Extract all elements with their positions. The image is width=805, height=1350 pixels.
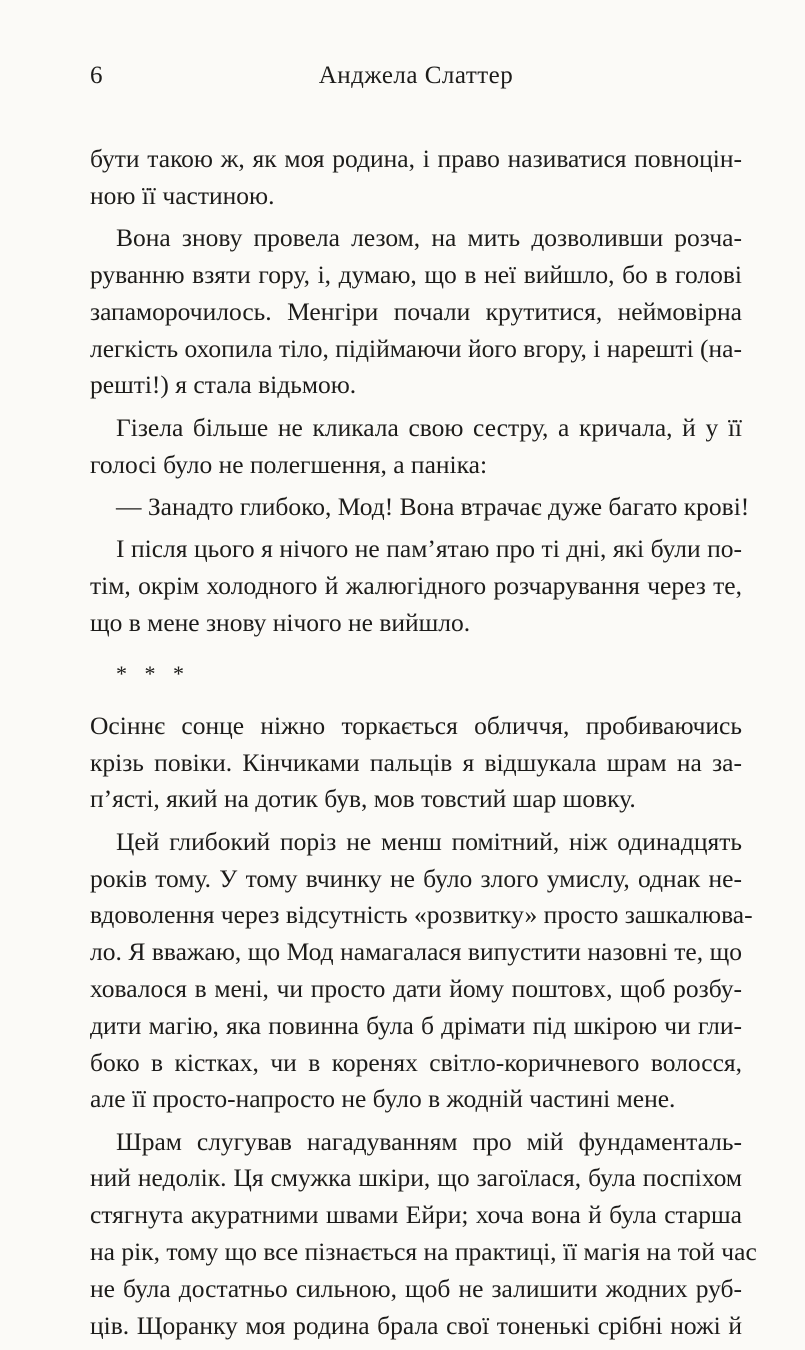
text-line: руванню взяти гору, і, думаю, що в неї вийшло, бо в голові bbox=[90, 259, 742, 289]
text-line: на рік, тому що все пізнається на практиці, її магія на той час bbox=[90, 1237, 757, 1267]
text-line: але її просто-напросто не було в жодній частині мене. bbox=[90, 1084, 676, 1114]
text-line: стягнута акуратними швами Ейри; хоча вона й була старша bbox=[90, 1200, 742, 1230]
text-line: легкість охопила тіло, підіймаючи його вгору, і нарешті (на- bbox=[90, 333, 742, 363]
page-number: 6 bbox=[90, 62, 103, 89]
text-line: Цей глибокий поріз не менш помітний, ніж одинадцять bbox=[116, 826, 742, 856]
text-section-1 bbox=[90, 141, 750, 642]
text-line: решті!) я стала відьмою. bbox=[90, 370, 357, 400]
text-line: Вона знову провела лезом, на мить дозволивши розча- bbox=[116, 223, 742, 253]
text-line: Шрам слугував нагадуванням про мій фундаменталь- bbox=[116, 1126, 742, 1156]
text-line: що в мене знову нічого не вийшло. bbox=[90, 607, 471, 637]
paragraph bbox=[90, 1124, 757, 1345]
body-text bbox=[90, 141, 757, 1350]
paragraph bbox=[90, 824, 753, 1118]
paragraph bbox=[90, 220, 742, 404]
text-line: ною її частиною. bbox=[90, 180, 275, 210]
text-line: ний недолік. Ця смужка шкіри, що загоїлася, була поспіхом bbox=[90, 1163, 742, 1193]
text-line: ців. Щоранку моя родина брала свої тоненькі срібні ножі й bbox=[90, 1310, 742, 1340]
text-line: запаморочилось. Менгіри почали крутитися, неймовірна bbox=[90, 296, 742, 326]
text-line: Гізела більше не кликала свою сестру, а кричала, й у її bbox=[116, 412, 742, 442]
text-line: боко в кістках, чи в коренях світло-коричневого волосся, bbox=[90, 1047, 742, 1077]
page-header bbox=[90, 62, 742, 98]
text-line: вдоволення через відсутність «розвитку» просто зашкалюва- bbox=[90, 900, 753, 930]
text-line: ло. Я вважаю, що Мод намагалася випустити назовні те, що bbox=[90, 937, 742, 967]
text-line: крізь повіки. Кінчиками пальців я відшукала шрам на за- bbox=[90, 747, 742, 777]
text-line: Осіннє сонце ніжно торкається обличчя, пробиваючись bbox=[90, 710, 742, 740]
paragraph bbox=[90, 141, 742, 215]
paragraph bbox=[90, 531, 742, 641]
section-separator: * * * bbox=[116, 660, 190, 686]
text-line: голосі було не полегшення, а паніка: bbox=[90, 449, 488, 479]
text-line: років тому. У тому вчинку не було злого умислу, однак не- bbox=[90, 863, 742, 893]
text-line: І після цього я нічого не пам’ятаю про ті дні, які були по- bbox=[116, 534, 742, 564]
paragraph bbox=[116, 489, 750, 526]
text-line: не була достатньо сильною, щоб не залишити жодних руб- bbox=[90, 1273, 742, 1303]
text-line: дити магію, яка повинна була б дрімати під шкірою чи гли- bbox=[90, 1010, 742, 1040]
text-line: ховалося в мені, чи просто дати йому поштовх, щоб розбу- bbox=[90, 973, 742, 1003]
running-head-author: Анджела Слаттер bbox=[318, 62, 514, 89]
text-line: бути такою ж, як моя родина, і право називатися повноцін- bbox=[90, 144, 742, 173]
paragraph bbox=[90, 410, 742, 484]
text-line: тім, окрім холодного й жалюгідного розчарування через те, bbox=[90, 571, 742, 601]
text-section-2 bbox=[90, 708, 757, 1345]
text-line: — Занадто глибоко, Мод! Вона втрачає дуже багато крові! bbox=[116, 491, 750, 521]
text-line: п’ясті, який на дотик був, мов товстий шар шовку. bbox=[90, 784, 636, 814]
paragraph bbox=[90, 708, 742, 818]
